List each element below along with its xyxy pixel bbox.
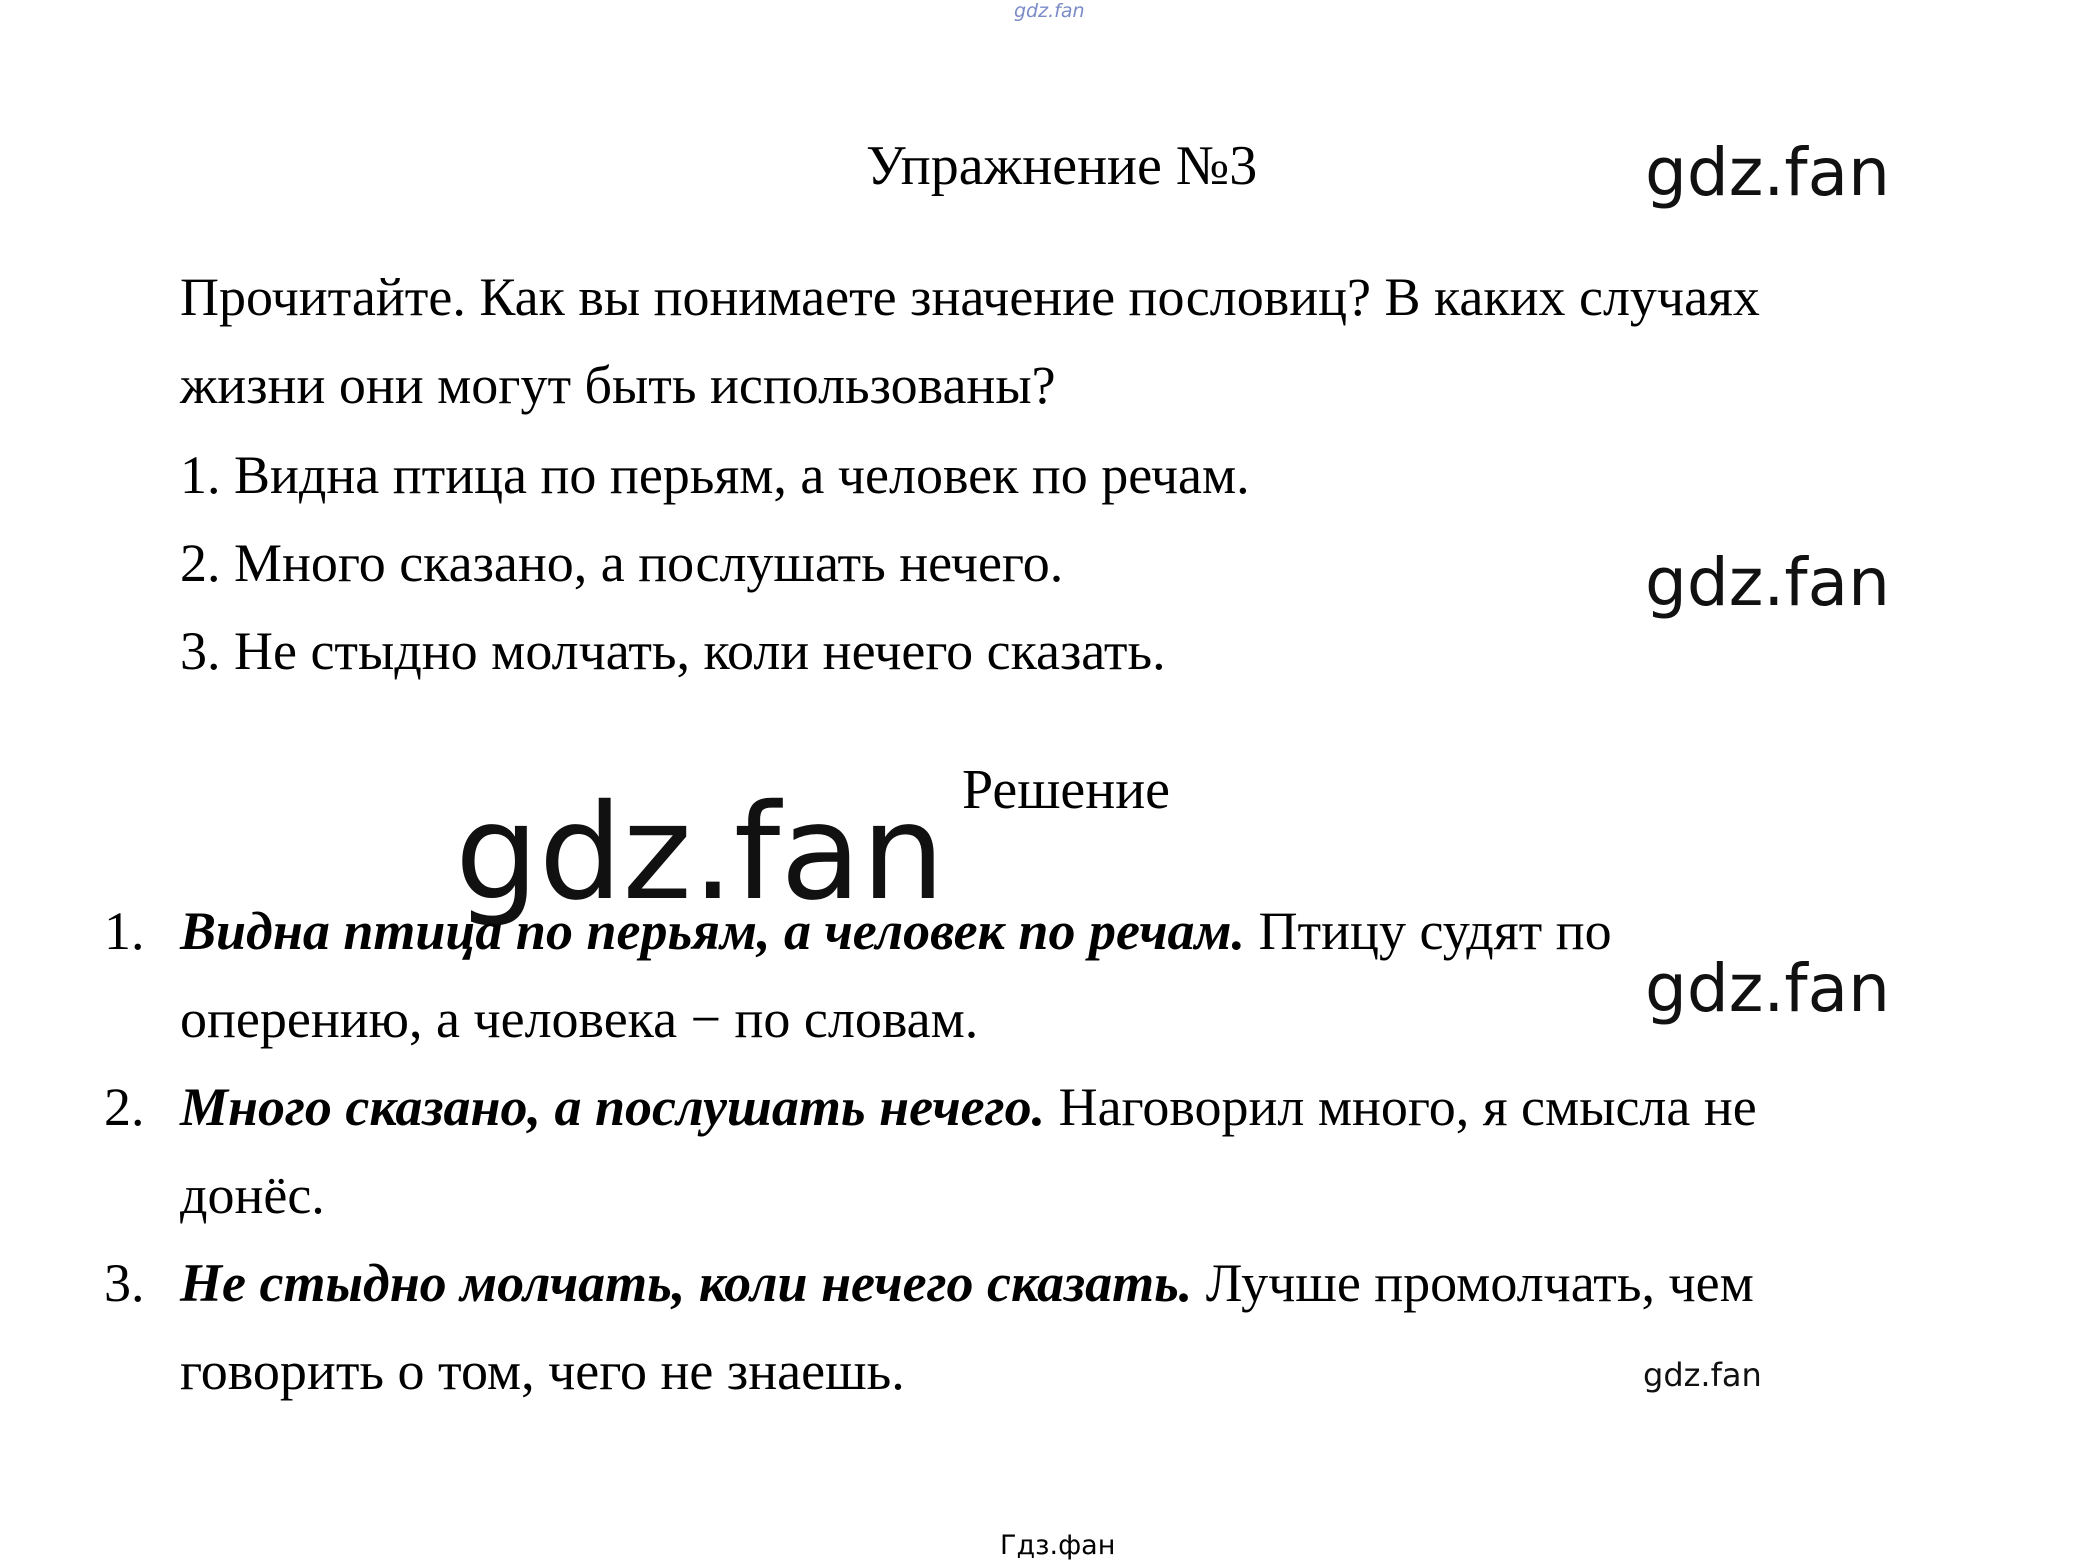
solution-item-number: 1. (104, 901, 145, 961)
solution-explanation-line: говорить о том, чего не знаешь. (180, 1341, 905, 1401)
watermark: gdz.fan (1645, 544, 1890, 621)
solution-explanation: Наговорил много, я смысла не (1045, 1077, 1757, 1137)
solution-explanation-line: оперению, а человека − по словам. (180, 989, 979, 1049)
task-proverb-item: 2. Много сказано, а послушать нечего. (180, 533, 1064, 593)
solution-item-number: 2. (104, 1077, 145, 1137)
task-text-line: жизни они могут быть использованы? (180, 355, 1056, 415)
watermark: gdz.fan (1645, 134, 1890, 211)
task-proverb-item: 1. Видна птица по перьям, а человек по речам. (180, 445, 1250, 505)
solution-proverb: Много сказано, а послушать нечего. (180, 1077, 1046, 1137)
task-proverb-item: 3. Не стыдно молчать, коли нечего сказать. (180, 621, 1166, 681)
watermark: gdz.fan (1645, 950, 1890, 1027)
solution-title: Решение (962, 759, 1171, 821)
watermark-large: gdz.fan (455, 776, 945, 930)
solution-item-line (180, 900, 1612, 962)
solution-item-line (180, 1252, 1754, 1314)
top-watermark: gdz.fan (1014, 0, 1085, 22)
task-text-line: Прочитайте. Как вы понимаете значение пословиц? В каких случаях (180, 267, 1760, 327)
solution-explanation-line: донёс. (180, 1165, 325, 1225)
solution-item-number: 3. (104, 1253, 145, 1313)
watermark-small: gdz.fan (1643, 1356, 1762, 1394)
solution-explanation: Лучше промолчать, чем (1192, 1253, 1754, 1313)
exercise-title: Упражнение №3 (866, 135, 1258, 197)
solution-proverb: Видна птица по перьям, а человек по речам. (180, 901, 1246, 961)
footer-text: Гдз.фан (1000, 1530, 1116, 1561)
solution-proverb: Не стыдно молчать, коли нечего сказать. (180, 1253, 1193, 1313)
solution-item-line (180, 1076, 1757, 1138)
solution-explanation: Птицу судят по (1245, 901, 1612, 961)
